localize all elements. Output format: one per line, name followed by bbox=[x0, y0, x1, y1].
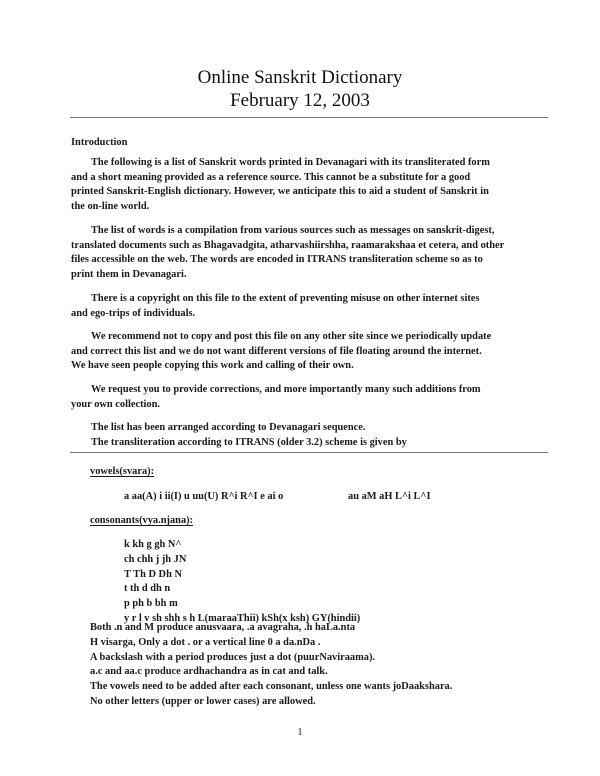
document-date: February 12, 2003 bbox=[230, 90, 370, 111]
vowels-group-2: au aM aH L^i L^I bbox=[348, 491, 431, 502]
title-block bbox=[0, 66, 600, 112]
vowels-heading: vowels(svara): bbox=[90, 466, 155, 477]
paragraph-line: The list of words is a compilation from various sources such as messages on sanskrit-digest, bbox=[91, 225, 495, 236]
paragraph-line: We have seen people copying this work and calling of their own. bbox=[71, 360, 354, 372]
vowels-group-1: a aa(A) i ii(I) u uu(U) R^i R^I e ai o bbox=[124, 491, 284, 502]
paragraph-sources bbox=[71, 224, 551, 282]
consonant-row: T Th D Dh N bbox=[124, 568, 182, 580]
paragraph-line: We request you to provide corrections, and more importantly many such additions from bbox=[91, 384, 481, 395]
paragraph-line: The following is a list of Sanskrit words printed in Devanagari with its transliterated form bbox=[91, 157, 490, 168]
page-number: 1 bbox=[297, 727, 303, 738]
consonant-row: y r l v sh shh s h L(maraaThii) kSh(x ksh) GY(hindii) bbox=[124, 612, 361, 624]
note-line: No other letters (upper or lower cases) are allowed. bbox=[90, 695, 316, 707]
transliteration-notes bbox=[90, 621, 452, 710]
paragraph-recommendation bbox=[71, 330, 551, 374]
paragraph-line: and a short meaning provided as a reference source. This cannot be a substitute for a good bbox=[71, 171, 471, 183]
consonant-row: k kh g gh N^ bbox=[124, 539, 182, 550]
paragraph-line: translated documents such as Bhagavadgita, atharvashiirshha, raamarakshaa et cetera, and other bbox=[71, 239, 505, 251]
paragraph-line: print them in Devanagari. bbox=[71, 268, 187, 280]
paragraph-request bbox=[71, 383, 551, 412]
consonant-row: ch chh j jh JN bbox=[124, 553, 187, 565]
middle-horizontal-rule bbox=[70, 452, 548, 453]
paragraph-line: and ego-trips of individuals. bbox=[71, 307, 196, 319]
vowels-row bbox=[124, 490, 431, 504]
paragraph-arrangement bbox=[71, 421, 551, 450]
note-line: The vowels need to be added after each consonant, unless one wants joDaakshara. bbox=[90, 681, 453, 693]
paragraph-line: files accessible on the web. The words are encoded in ITRANS transliteration scheme so as to bbox=[71, 254, 483, 266]
consonants-heading: consonants(vya.njana): bbox=[90, 515, 194, 526]
note-line: a.c and aa.c produce ardhachandra as in cat and talk. bbox=[90, 666, 328, 678]
paragraph-copyright bbox=[71, 292, 551, 321]
note-line: Both .n and M produce anusvaara, .a avagraha, .h haLa.nta bbox=[90, 622, 356, 633]
document-title: Online Sanskrit Dictionary bbox=[197, 67, 403, 88]
paragraph-line: The transliteration according to ITRANS (older 3.2) scheme is given by bbox=[91, 436, 407, 448]
note-line: H visarga, Only a dot . or a vertical line 0 a da.nDa . bbox=[90, 636, 321, 648]
note-line: A backslash with a period produces just a dot (puurNaviraama). bbox=[90, 651, 376, 663]
paragraph-line: There is a copyright on this file to the extent of preventing misuse on other internet sites bbox=[91, 293, 480, 304]
consonant-row: p ph b bh m bbox=[124, 598, 178, 610]
top-horizontal-rule bbox=[70, 117, 548, 118]
paragraph-line: printed Sanskrit-English dictionary. However, we anticipate this to aid a student of Sanskrit in bbox=[71, 186, 489, 198]
paragraph-line: your own collection. bbox=[71, 398, 160, 410]
consonants-list bbox=[124, 538, 360, 627]
paragraph-intro bbox=[71, 156, 551, 214]
paragraph-line: We recommend not to copy and post this file on any other site since we periodically update bbox=[91, 331, 492, 342]
consonant-row: t th d dh n bbox=[124, 583, 171, 595]
paragraph-line: The list has been arranged according to Devanagari sequence. bbox=[91, 422, 366, 433]
paragraph-line: and correct this list and we do not want different versions of file floating around the internet. bbox=[71, 345, 482, 357]
section-heading-introduction: Introduction bbox=[71, 137, 128, 148]
paragraph-line: the on-line world. bbox=[71, 200, 150, 212]
